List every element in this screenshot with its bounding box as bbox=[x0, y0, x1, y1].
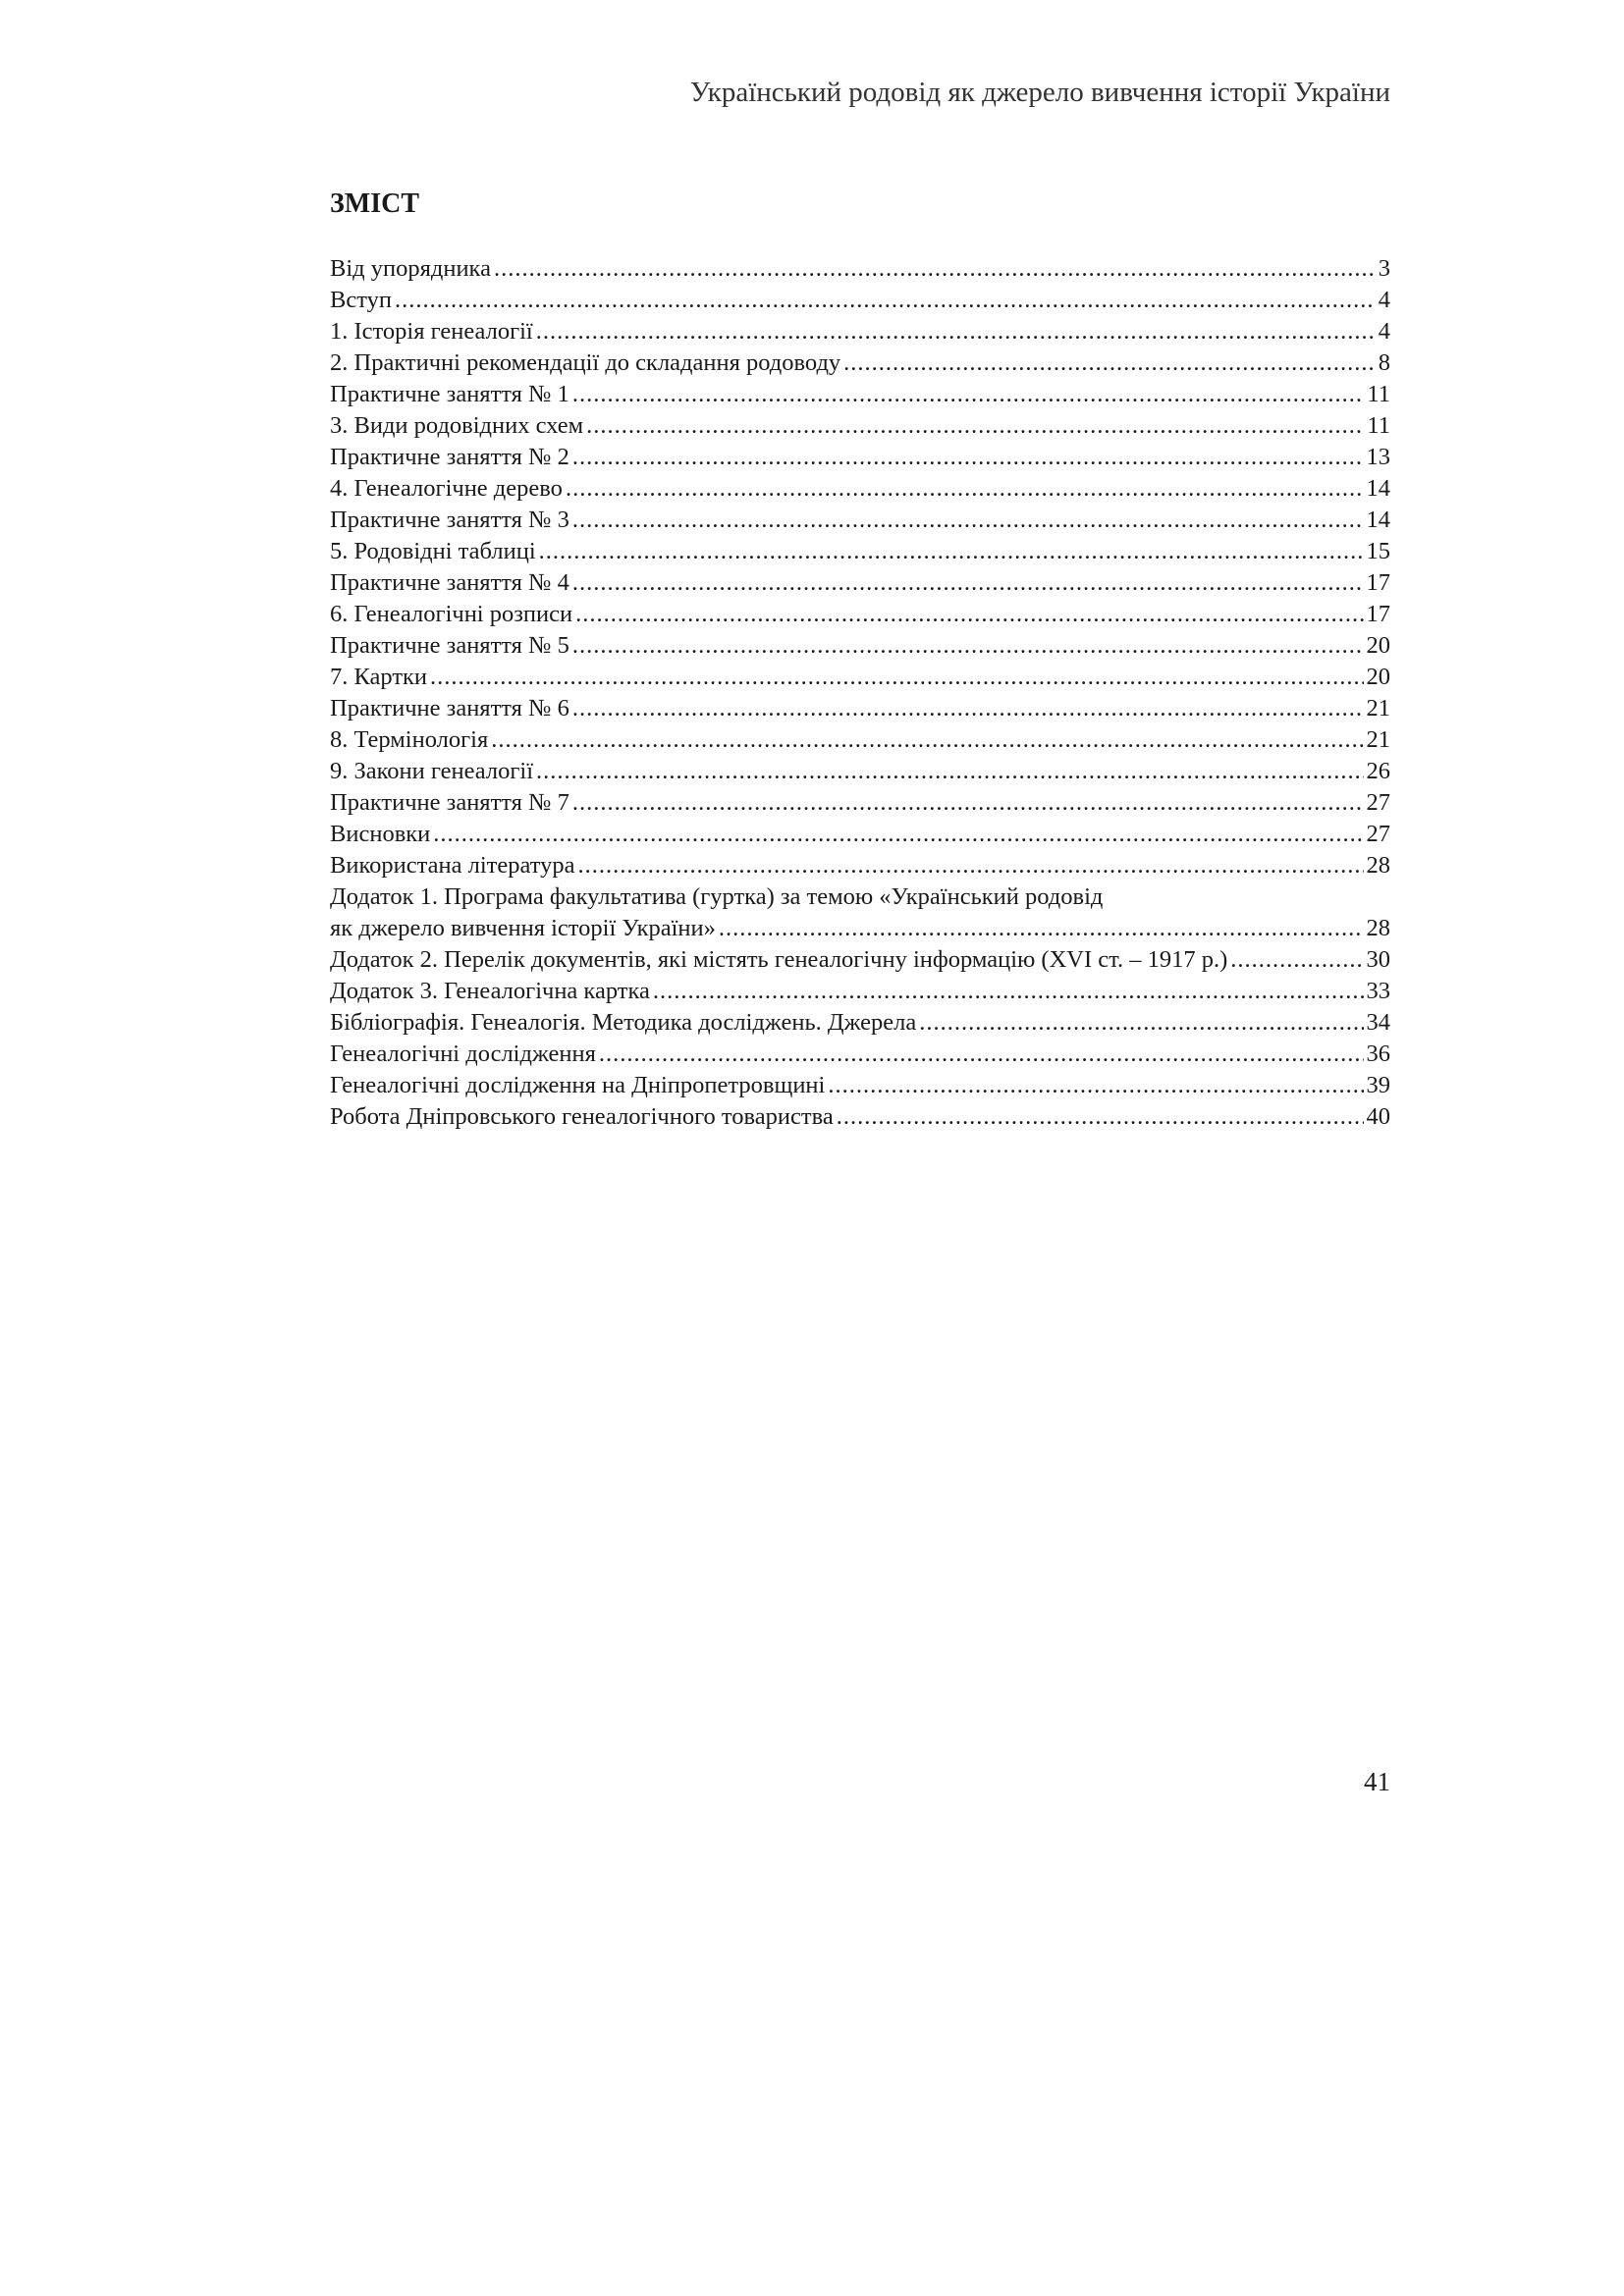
toc-entry-page: 30 bbox=[1366, 946, 1390, 973]
toc-entry-label: Генеалогічні дослідження на Дніпропетровщині bbox=[330, 1072, 826, 1098]
toc-dot-leader bbox=[719, 913, 1364, 944]
toc-entry[interactable] bbox=[330, 316, 1390, 347]
toc-entry-page: 17 bbox=[1366, 601, 1390, 627]
toc-entry[interactable] bbox=[330, 505, 1390, 536]
toc-list bbox=[330, 253, 1390, 1133]
toc-dot-leader bbox=[572, 787, 1364, 819]
toc-entry[interactable] bbox=[330, 473, 1390, 505]
toc-entry-page: 36 bbox=[1366, 1041, 1390, 1067]
toc-entry[interactable] bbox=[330, 1007, 1390, 1039]
toc-dot-leader bbox=[430, 662, 1363, 693]
toc-dot-leader bbox=[843, 347, 1376, 379]
toc-dot-leader bbox=[572, 693, 1364, 724]
toc-entry-page: 17 bbox=[1366, 569, 1390, 596]
toc-entry-label: 4. Генеалогічне дерево bbox=[330, 475, 563, 502]
toc-dot-leader bbox=[433, 819, 1363, 850]
toc-dot-leader bbox=[1230, 944, 1363, 976]
toc-dot-leader bbox=[572, 442, 1364, 473]
toc-entry-label-line1: Додаток 1. Програма факультатива (гуртка) за темою «Український родовід bbox=[330, 883, 1104, 910]
toc-dot-leader bbox=[837, 1101, 1364, 1133]
toc-entry[interactable] bbox=[330, 881, 1390, 944]
table-of-contents bbox=[330, 187, 1390, 1133]
toc-entry-page: 28 bbox=[1366, 852, 1390, 879]
toc-entry-label: 2. Практичні рекомендації до складання родоводу bbox=[330, 349, 841, 376]
toc-entry[interactable] bbox=[330, 1101, 1390, 1133]
toc-dot-leader bbox=[572, 505, 1364, 536]
toc-dot-leader bbox=[395, 285, 1376, 316]
toc-entry-page: 21 bbox=[1366, 726, 1390, 753]
toc-dot-leader bbox=[575, 599, 1363, 630]
toc-dot-leader bbox=[653, 976, 1364, 1007]
toc-dot-leader bbox=[572, 630, 1364, 662]
toc-entry[interactable] bbox=[330, 976, 1390, 1007]
toc-entry-label: 5. Родовідні таблиці bbox=[330, 538, 536, 564]
toc-entry[interactable] bbox=[330, 285, 1390, 316]
toc-entry-page: 26 bbox=[1366, 758, 1390, 784]
toc-entry[interactable] bbox=[330, 819, 1390, 850]
toc-entry-label: Генеалогічні дослідження bbox=[330, 1041, 596, 1067]
toc-entry-label: Від упорядника bbox=[330, 255, 491, 282]
toc-entry-page: 14 bbox=[1366, 475, 1390, 502]
toc-entry[interactable] bbox=[330, 724, 1390, 756]
toc-entry-label: Додаток 3. Генеалогічна картка bbox=[330, 978, 650, 1004]
toc-entry-page: 20 bbox=[1366, 632, 1390, 659]
toc-entry-label: Висновки bbox=[330, 821, 431, 847]
toc-entry-label: 8. Термінологія bbox=[330, 726, 489, 753]
toc-entry[interactable] bbox=[330, 1039, 1390, 1070]
toc-entry[interactable] bbox=[330, 347, 1390, 379]
toc-entry-page: 40 bbox=[1366, 1103, 1390, 1130]
toc-entry-page: 27 bbox=[1366, 821, 1390, 847]
toc-entry[interactable] bbox=[330, 410, 1390, 442]
toc-entry-page: 21 bbox=[1366, 695, 1390, 721]
toc-entry[interactable] bbox=[330, 630, 1390, 662]
toc-entry-label: Робота Дніпровського генеалогічного товариства bbox=[330, 1103, 834, 1130]
toc-title: ЗМІСТ bbox=[330, 188, 419, 219]
toc-entry-label: Практичне заняття № 1 bbox=[330, 381, 569, 407]
toc-entry-label: Бібліографія. Генеалогія. Методика досліджень. Джерела bbox=[330, 1009, 917, 1036]
toc-entry-page: 28 bbox=[1366, 915, 1390, 941]
toc-entry[interactable] bbox=[330, 787, 1390, 819]
toc-dot-leader bbox=[539, 536, 1364, 567]
toc-entry-page: 39 bbox=[1366, 1072, 1390, 1098]
toc-entry-label: Практичне заняття № 5 bbox=[330, 632, 569, 659]
toc-entry-page: 20 bbox=[1366, 664, 1390, 690]
toc-entry-label: 7. Картки bbox=[330, 664, 428, 690]
toc-dot-leader bbox=[572, 567, 1364, 599]
toc-dot-leader bbox=[536, 756, 1363, 787]
running-header: Український родовід як джерело вивчення історії України bbox=[689, 77, 1390, 108]
toc-dot-leader bbox=[577, 850, 1363, 881]
toc-entry-label: 3. Види родовідних схем bbox=[330, 412, 584, 439]
toc-entry-page: 11 bbox=[1367, 412, 1390, 439]
toc-dot-leader bbox=[494, 253, 1376, 285]
toc-entry[interactable] bbox=[330, 693, 1390, 724]
toc-entry[interactable] bbox=[330, 1070, 1390, 1101]
toc-entry-label: як джерело вивчення історії України» bbox=[330, 915, 716, 941]
toc-entry[interactable] bbox=[330, 662, 1390, 693]
toc-dot-leader bbox=[919, 1007, 1363, 1039]
toc-entry-label: Використана література bbox=[330, 852, 575, 879]
toc-dot-leader bbox=[586, 410, 1364, 442]
toc-entry[interactable] bbox=[330, 850, 1390, 881]
toc-entry-page: 11 bbox=[1367, 381, 1390, 407]
toc-entry[interactable] bbox=[330, 536, 1390, 567]
toc-entry-page: 8 bbox=[1378, 349, 1390, 376]
toc-dot-leader bbox=[572, 379, 1365, 410]
toc-entry[interactable] bbox=[330, 253, 1390, 285]
toc-entry-label: Додаток 2. Перелік документів, які містять генеалогічну інформацію (XVI ст. – 1917 р.) bbox=[330, 946, 1228, 973]
toc-entry[interactable] bbox=[330, 567, 1390, 599]
toc-entry-label: Практичне заняття № 6 bbox=[330, 695, 569, 721]
toc-entry-label: 9. Закони генеалогії bbox=[330, 758, 534, 784]
toc-entry-page: 15 bbox=[1366, 538, 1390, 564]
toc-entry-label: 1. Історія генеалогії bbox=[330, 318, 533, 345]
toc-dot-leader bbox=[491, 724, 1363, 756]
toc-dot-leader bbox=[599, 1039, 1364, 1070]
toc-dot-leader bbox=[536, 316, 1376, 347]
toc-dot-leader bbox=[566, 473, 1364, 505]
toc-entry-label: Практичне заняття № 2 bbox=[330, 444, 569, 470]
toc-entry[interactable] bbox=[330, 756, 1390, 787]
toc-entry-page: 4 bbox=[1378, 287, 1390, 313]
toc-entry-label: Практичне заняття № 7 bbox=[330, 789, 569, 816]
toc-entry-page: 34 bbox=[1366, 1009, 1390, 1036]
toc-entry-page: 33 bbox=[1366, 978, 1390, 1004]
toc-entry-label: Вступ bbox=[330, 287, 392, 313]
page-number: 41 bbox=[1364, 1767, 1390, 1796]
toc-entry-label: 6. Генеалогічні розписи bbox=[330, 601, 573, 627]
toc-dot-leader bbox=[828, 1070, 1363, 1101]
toc-entry[interactable] bbox=[330, 379, 1390, 410]
toc-entry-page: 14 bbox=[1366, 507, 1390, 533]
toc-entry-page: 13 bbox=[1366, 444, 1390, 470]
toc-entry-page: 4 bbox=[1378, 318, 1390, 345]
toc-entry[interactable] bbox=[330, 599, 1390, 630]
toc-entry-page: 3 bbox=[1378, 255, 1390, 282]
toc-entry-label: Практичне заняття № 3 bbox=[330, 507, 569, 533]
toc-entry[interactable] bbox=[330, 442, 1390, 473]
toc-entry-page: 27 bbox=[1366, 789, 1390, 816]
toc-entry[interactable] bbox=[330, 944, 1390, 976]
toc-entry-label: Практичне заняття № 4 bbox=[330, 569, 569, 596]
